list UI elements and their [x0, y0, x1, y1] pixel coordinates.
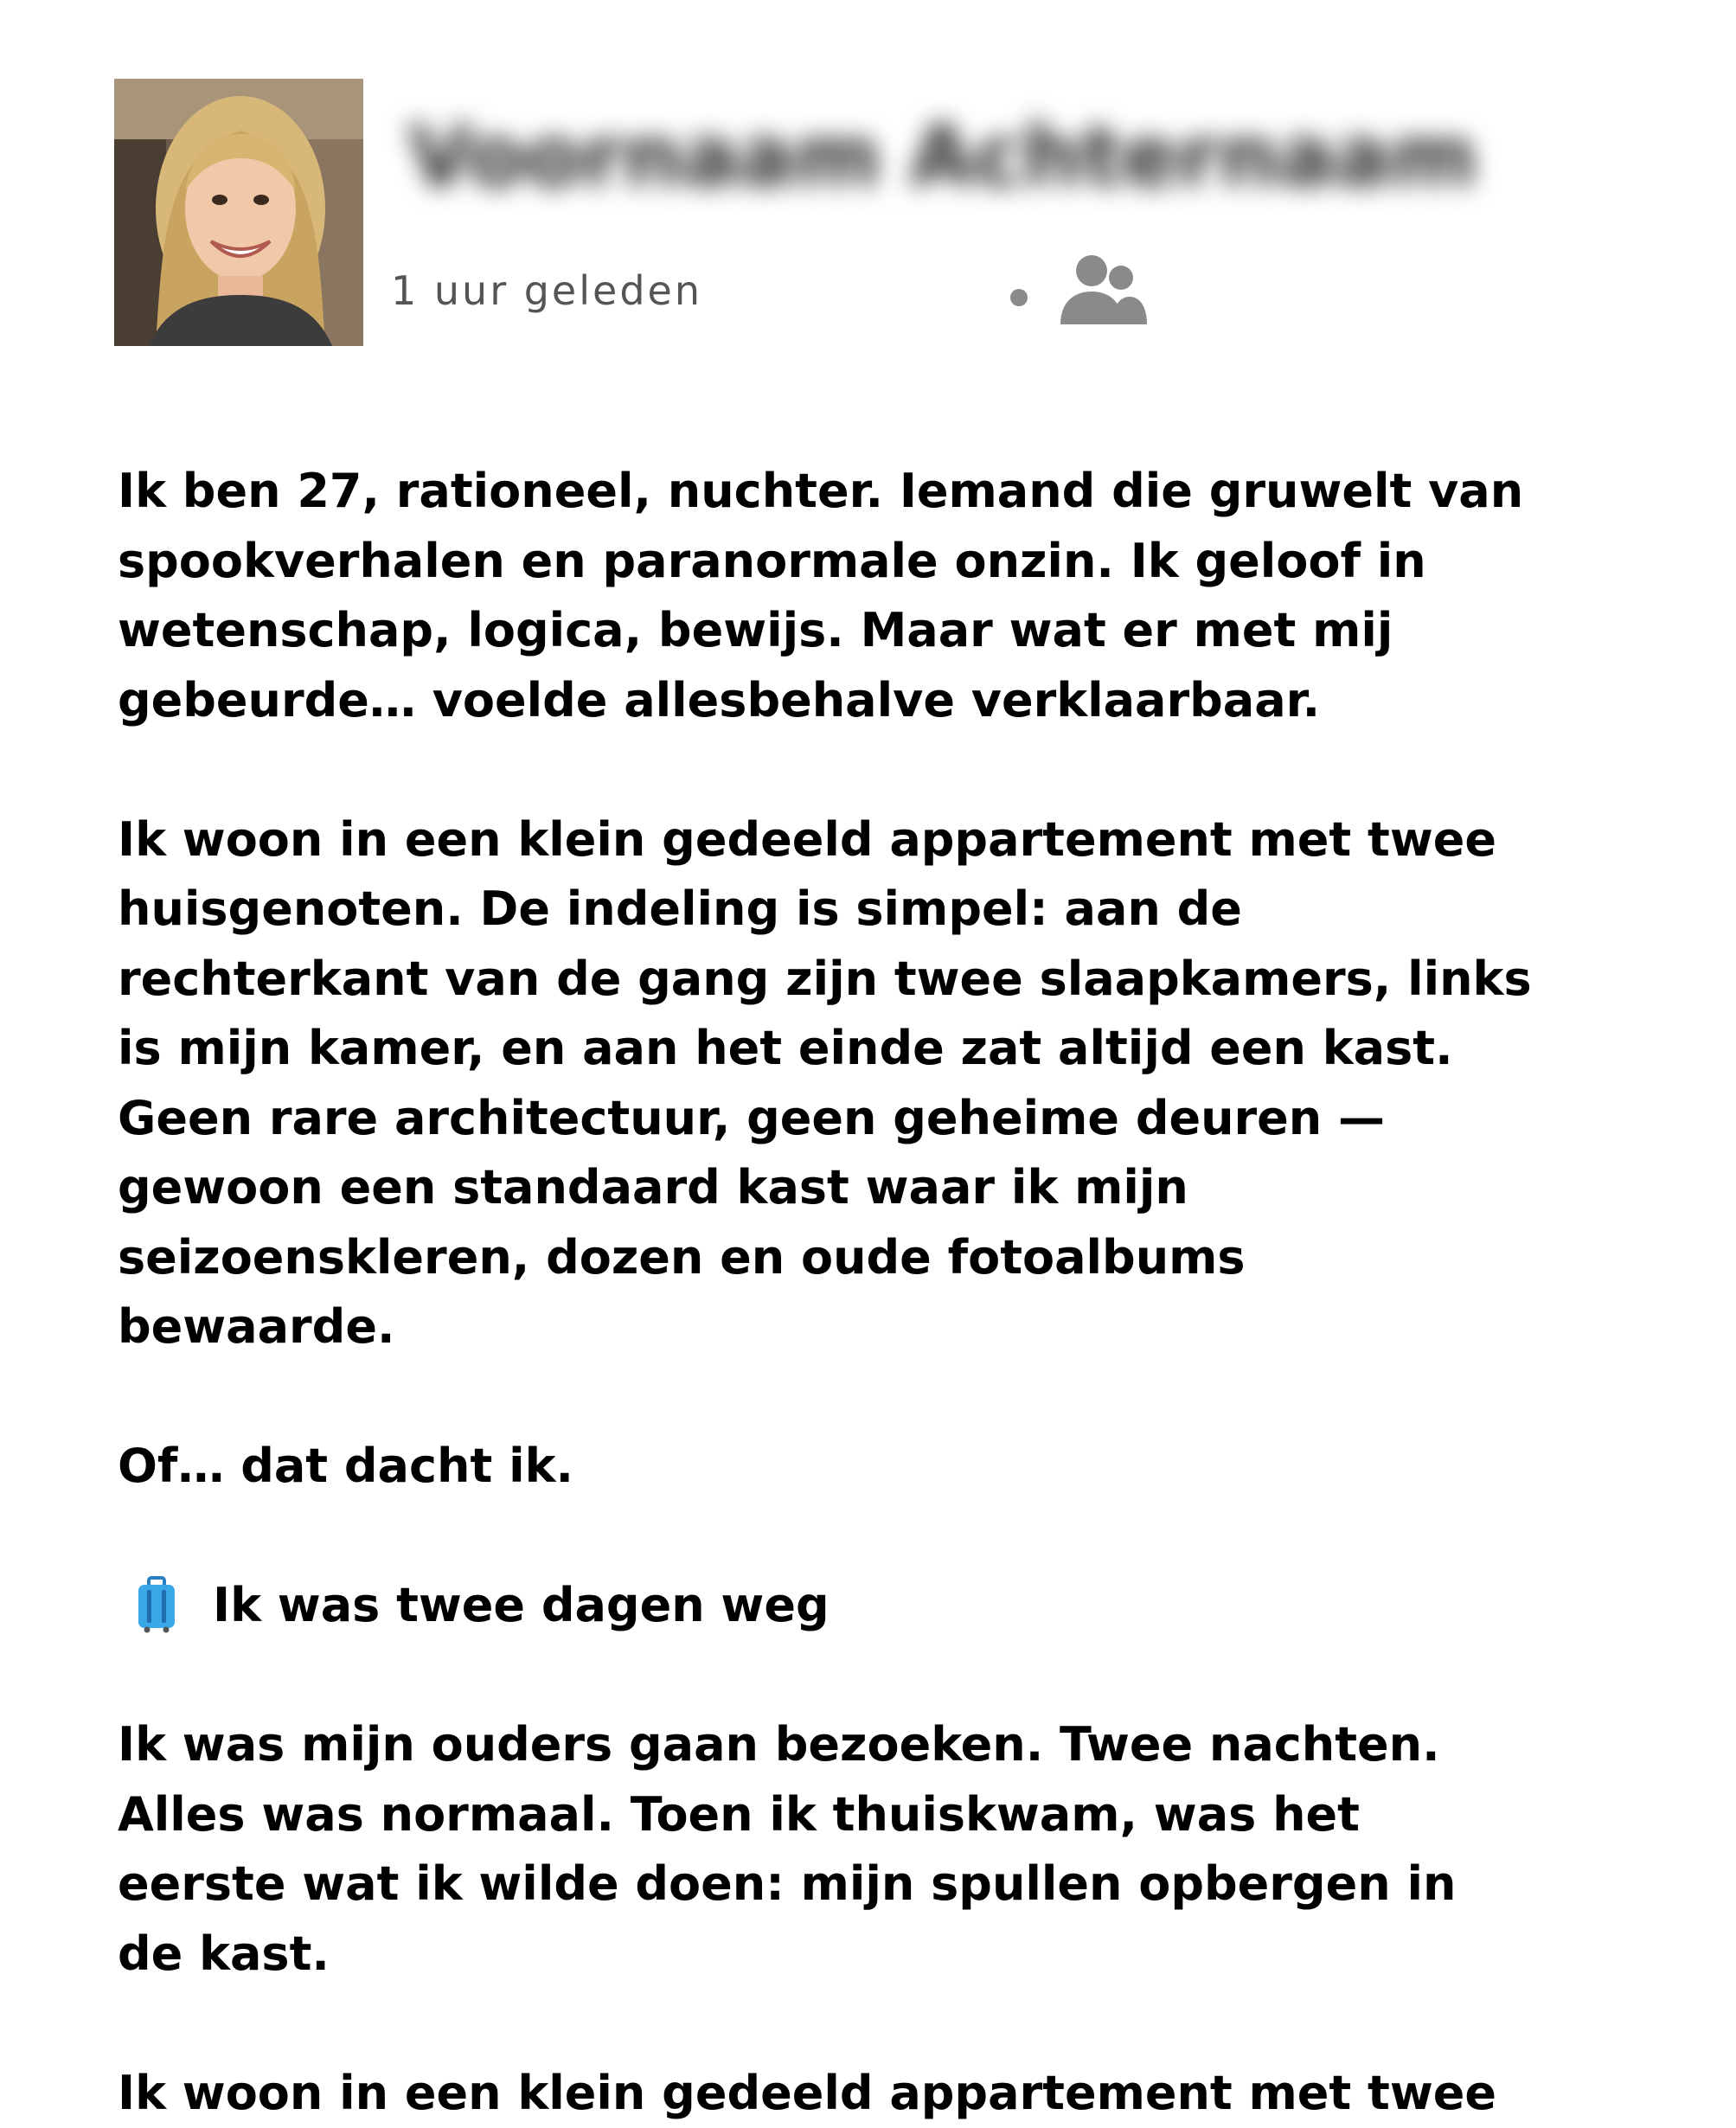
post-paragraph: Ik was mijn ouders gaan bezoeken. Twee nachten. Alles was normaal. Toen ik thuiskwam, was het eerste wat ik wilde doen: mijn spullen opbergen in de kast.: [118, 1710, 1588, 1989]
post-body: [118, 457, 1588, 2128]
post-paragraph: Ik woon in een klein gedeeld appartement met twee huisgenoten. De indeling is simpel: aan de rechterkant van de gang zijn twee slaapkamers, links is mijn kamer, en aan het einde zat altijd een kast. Geen rare architectuur, geen geheime deuren — gewoon een standaard kast waar ik mijn seizoenskleren, dozen en oude fotoalbums bewaarde.: [118, 805, 1588, 1362]
post-paragraph: Ik ben 27, rationeel, nuchter. Iemand die gruwelt van spookverhalen en paranormale onzin. Ik geloof in wetenschap, logica, bewijs. Maar wat er met mij gebeurde… voelde allesbehalve verklaarbaar.: [118, 457, 1588, 735]
author-name[interactable]: Voornaam Achternaam: [408, 105, 1221, 208]
meta-separator-dot: [1010, 289, 1028, 306]
post-meta: [389, 252, 1168, 330]
post-paragraph-cut-off: Ik woon in een klein gedeeld appartement met twee: [118, 2059, 1588, 2128]
post-timestamp[interactable]: 1 uur geleden: [391, 267, 702, 314]
post-paragraph: Of… dat dacht ik.: [118, 1432, 1588, 1502]
luggage-icon: [137, 1578, 176, 1633]
avatar[interactable]: [114, 79, 363, 346]
section-heading: [118, 1571, 1588, 1641]
post-header: [114, 79, 1152, 347]
section-heading-text: Ik was twee dagen weg: [213, 1571, 830, 1641]
friends-icon[interactable]: [1057, 252, 1147, 330]
